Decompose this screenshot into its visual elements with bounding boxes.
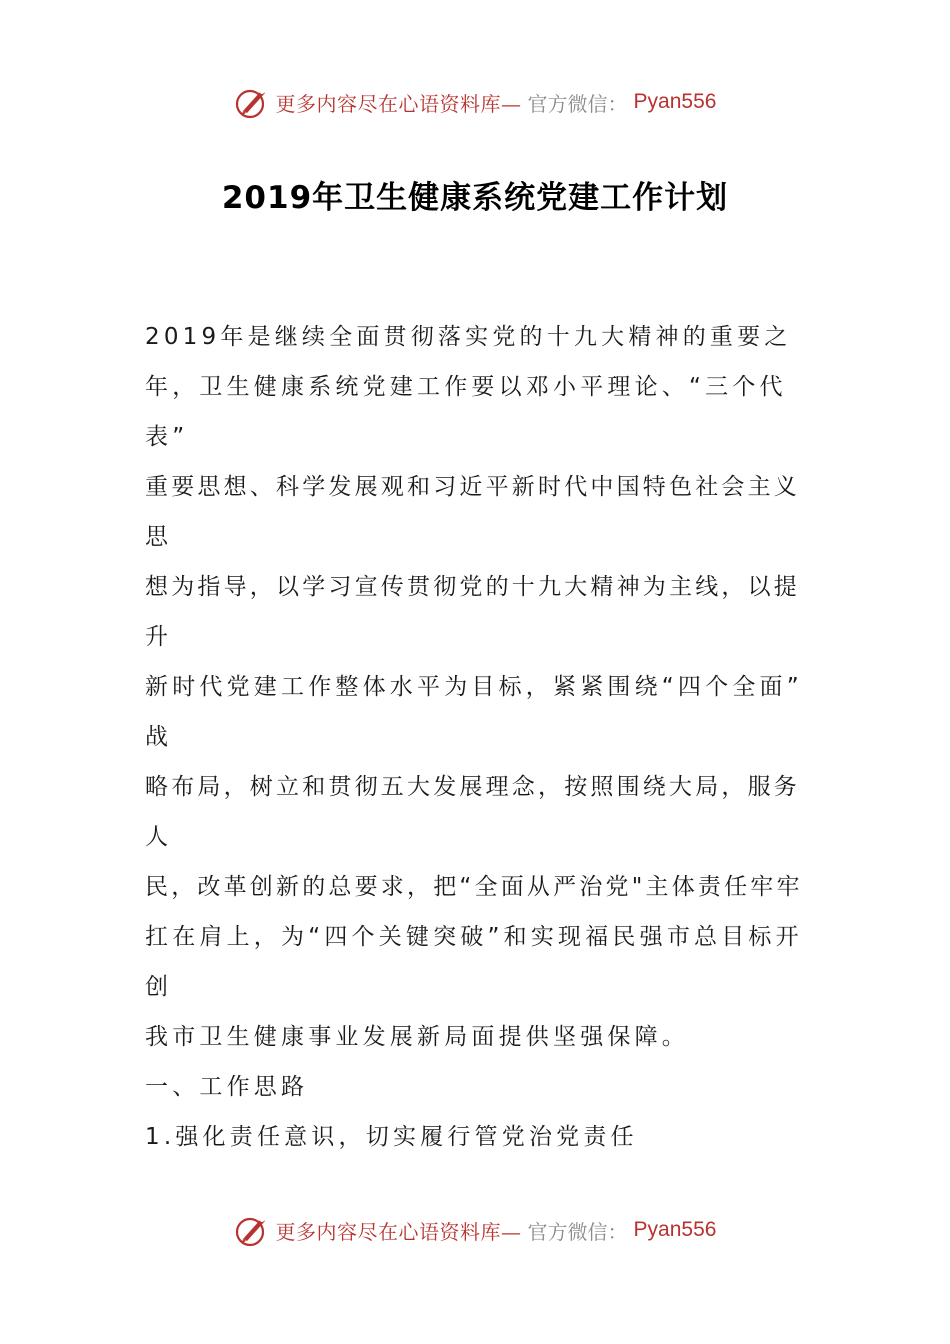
- body-line: 年，卫生健康系统党建工作要以邓小平理论、“三个代: [145, 374, 787, 400]
- body-line: 2019年是继续全面贯彻落实党的十九大精神的重要之: [145, 324, 792, 350]
- banner-text: 更多内容尽在心语资料库—: [275, 1219, 522, 1244]
- body-line: 新时代党建工作整体水平为目标，紧紧围绕“四个全面”: [145, 674, 803, 700]
- banner-wechat-id: Pyan556: [633, 1218, 717, 1241]
- body-line: 思: [145, 524, 173, 550]
- banner-text: 更多内容尽在心语资料库—: [275, 91, 522, 116]
- banner-wechat-id: Pyan556: [633, 90, 717, 113]
- body-line: 我市卫生健康事业发展新局面提供坚强保障。: [145, 1024, 689, 1050]
- body-line: 重要思想、科学发展观和习近平新时代中国特色社会主义: [145, 474, 800, 500]
- section-heading: 一、工作思路: [145, 1074, 309, 1100]
- document-body: [145, 312, 810, 1162]
- body-line: 扛在肩上，为“四个关键突破”和实现福民强市总目标开: [145, 924, 803, 950]
- pen-nib-logo-icon: [234, 84, 270, 120]
- body-line: 民，改革创新的总要求，把“全面从严治党"主体责任牢牢: [145, 874, 803, 900]
- banner-wechat-label: 官方微信：: [527, 91, 628, 116]
- body-line: 略布局，树立和贯彻五大发展理念，按照围绕大局，服务: [145, 774, 800, 800]
- body-line: 想为指导，以学习宣传贯彻党的十九大精神为主线，以提: [145, 574, 800, 600]
- body-line: 人: [145, 824, 173, 850]
- body-line: 升: [145, 624, 173, 650]
- body-line: 创: [145, 974, 173, 1000]
- subsection-heading: 1.强化责任意识，切实履行管党治党责任: [145, 1124, 638, 1150]
- header-banner: [0, 80, 950, 124]
- banner-wechat-label: 官方微信：: [527, 1219, 628, 1244]
- body-line: 表”: [145, 424, 189, 450]
- pen-nib-logo-icon: [234, 1212, 270, 1248]
- body-line: 战: [145, 724, 173, 750]
- footer-banner: [0, 1208, 950, 1252]
- document-title: 2019年卫生健康系统党建工作计划: [221, 180, 729, 216]
